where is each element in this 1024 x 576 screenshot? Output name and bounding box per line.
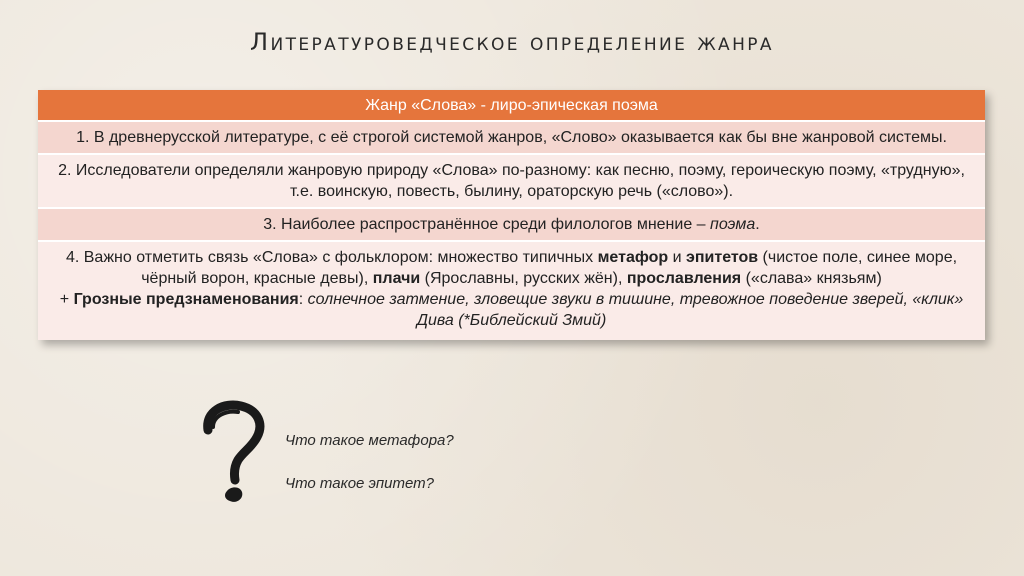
genre-table bbox=[38, 90, 985, 340]
row4-text-5: («слава» князьям) bbox=[741, 270, 882, 287]
row4-text-2: и bbox=[668, 249, 687, 266]
slide-title: Литературоведческое определение жанра bbox=[250, 28, 774, 56]
table-header-cell: Жанр «Слова» - лиро-эпическая поэма bbox=[38, 90, 985, 121]
row4-text-4: (Ярославны, русских жён), bbox=[420, 270, 627, 287]
term-omens: Грозные предзнаменования bbox=[73, 291, 299, 308]
question-epithet: Что такое эпитет? bbox=[285, 475, 435, 492]
row4-colon: : bbox=[298, 291, 308, 308]
table-cell-2: 2. Исследователи определяли жанровую природу «Слова» по-разному: как песню, поэму, героическую поэму, «трудную», т.е. воинскую, повесть, былину, ораторскую речь («слово»). bbox=[38, 154, 985, 208]
table-header-row bbox=[38, 90, 985, 121]
question-metaphor: Что такое метафора? bbox=[285, 432, 454, 449]
table-row bbox=[38, 208, 985, 241]
term-epithets: эпитетов bbox=[686, 249, 759, 266]
table-row bbox=[38, 121, 985, 154]
omens-description: солнечное затмение, зловещие звуки в тишине, тревожное поведение зверей, «клик» Дива (*Библейский Змий) bbox=[307, 291, 964, 329]
row4-plus: + bbox=[59, 291, 74, 308]
table-cell-4 bbox=[38, 241, 985, 340]
table-cell-3 bbox=[38, 208, 985, 241]
table-row bbox=[38, 154, 985, 208]
row3-text: 3. Наиболее распространённое среди филологов мнение – bbox=[263, 216, 711, 233]
question-mark-icon bbox=[198, 400, 268, 510]
row4-text-1: 4. Важно отметить связь «Слова» с фольклором: множество типичных bbox=[65, 249, 598, 266]
term-metaphors: метафор bbox=[597, 249, 669, 266]
row3-emphasis: поэма bbox=[710, 216, 756, 233]
row4-text-3: (чистое поле, синее море, чёрный ворон, красные девы), bbox=[141, 249, 958, 287]
term-laments: плачи bbox=[372, 270, 421, 287]
table-cell-1: 1. В древнерусской литературе, с её строгой системой жанров, «Слово» оказывается как бы вне жанровой системы. bbox=[38, 121, 985, 154]
term-glorifications: прославления bbox=[626, 270, 742, 287]
table-row bbox=[38, 241, 985, 340]
row3-suffix: . bbox=[755, 216, 760, 233]
